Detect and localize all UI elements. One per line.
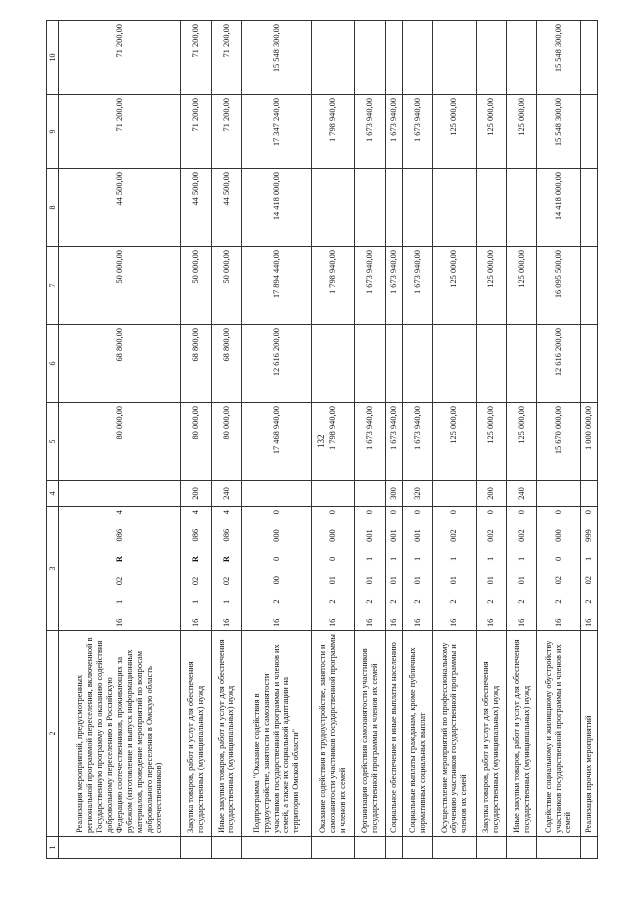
row-amount-cell: 44 500,00 [211,169,241,247]
code-part: 0 [412,510,422,515]
row-amount-cell [311,21,354,95]
code-part: 2 [388,599,398,604]
row-amount-cell [355,21,385,95]
row-amount-cell [402,21,432,95]
code-part: 001 [412,529,422,542]
row-amount-cell: 68 800,00 [211,325,241,403]
code-part: 0 [365,510,375,515]
row-amount-cell: 1 673 940,00 [355,95,385,169]
row-code-cell [242,507,312,631]
code-part: 0 [486,510,496,515]
row-code-cell [385,507,402,631]
row-amount-cell: 71 200,00 [59,95,181,169]
code-part: 16 [388,618,398,627]
budget-code [328,510,338,627]
col-header: 1 [47,837,59,859]
table-row [433,21,476,859]
code-part: 16 [365,618,375,627]
budget-code [272,510,282,627]
code-part: 1 [412,556,422,562]
budget-table-rotated [46,24,598,859]
row-code-cell [476,507,506,631]
code-part: 000 [328,529,338,542]
row-amount-cell: 15 670 000,00 [537,403,580,481]
row-index-cell [580,837,597,859]
row-amount-cell [402,169,432,247]
code-part: 02 [114,576,124,586]
row-name-cell: Подпрограмма "Оказание содействия в трудоустройстве, занятости и самозанятости участников государственной программы и членов их семей, а также их социальной адаптации на территории Омской области" [242,631,312,837]
code-part: 2 [412,599,422,604]
row-amount-cell [433,21,476,95]
row-vr-cell: 300 [385,481,402,507]
table-row [242,21,312,859]
row-amount-cell [311,325,354,403]
budget-code [486,510,496,627]
col-header: 8 [47,169,59,247]
row-amount-cell: 17 468 940,00 [242,403,312,481]
row-name-cell: Социальное обеспечение и иные выплаты населению [385,631,402,837]
table-row [385,21,402,859]
table-row [211,21,241,859]
row-amount-cell [580,169,597,247]
code-part: 002 [516,529,526,542]
row-index-cell [476,837,506,859]
code-part: 4 [221,510,231,515]
row-amount-cell [580,247,597,325]
code-part: 16 [328,618,338,627]
code-part: 0 [271,556,281,562]
code-part: 2 [328,599,338,604]
code-part: 2 [553,599,563,604]
row-amount-cell [580,325,597,403]
row-name-cell: Организация содействия самозанятости участников государственной программы и членов их семей [355,631,385,837]
row-amount-cell: 1 673 940,00 [402,403,432,481]
row-amount-cell: 68 800,00 [59,325,181,403]
col-header: 7 [47,247,59,325]
row-amount-cell: 1 673 940,00 [385,403,402,481]
table-row [476,21,506,859]
col-header: 2 [47,631,59,837]
code-part: 01 [486,576,496,585]
row-amount-cell [476,21,506,95]
code-part: R [191,556,201,563]
row-vr-cell [580,481,597,507]
row-name-cell: Иные закупки товаров, работ и услуг для обеспечения государственных (муниципальных) нужд [211,631,241,837]
code-part: 2 [583,599,593,604]
row-amount-cell: 1 673 940,00 [402,95,432,169]
code-part: 002 [486,529,496,542]
row-amount-cell: 15 548 300,00 [537,95,580,169]
code-part: 00 [271,576,281,585]
row-vr-cell: 320 [402,481,432,507]
row-amount-cell: 17 894 440,00 [242,247,312,325]
budget-code [389,510,399,627]
row-name-cell: Реализация мероприятий, предусмотренных региональной программой переселения, включенной в Государственную программу по оказанию содействия добровольному переселению в Российскую Федерацию соотечественников, проживающих за рубежом (изготовление и выпуск информационных материалов, проведение мероприятий по вопросам добровольного переселения в Омскую область соотечественников) [59,631,181,837]
row-amount-cell [506,169,536,247]
code-part: 16 [412,618,422,627]
row-name-cell: Осуществление мероприятий по профессиональному обучению участников государственной программы и членов их семей [433,631,476,837]
code-part: 2 [449,599,459,604]
row-code-cell [580,507,597,631]
budget-code [554,510,564,627]
code-part: 2 [486,599,496,604]
code-part: 002 [449,529,459,542]
row-name-cell: Закупка товаров, работ и услуг для обеспечения государственных (муниципальных) нужд [476,631,506,837]
row-amount-cell: 1 798 940,00 [311,403,354,481]
row-vr-cell [311,481,354,507]
row-amount-cell: 12 616 200,00 [537,325,580,403]
code-part: 4 [191,510,201,515]
row-amount-cell [433,325,476,403]
code-part: 16 [114,618,124,627]
code-part: 01 [365,576,375,585]
row-index-cell [311,837,354,859]
row-amount-cell: 44 500,00 [59,169,181,247]
row-name-cell: Оказание содействия в трудоустройстве, занятости и самозанятости участников государственной программы и членов их семей [311,631,354,837]
row-amount-cell [476,169,506,247]
row-code-cell [181,507,211,631]
row-amount-cell [506,21,536,95]
row-amount-cell: 71 200,00 [181,21,211,95]
code-part: 01 [449,576,459,585]
row-amount-cell: 125 000,00 [476,403,506,481]
row-vr-cell: 200 [181,481,211,507]
budget-code [449,510,459,627]
row-amount-cell: 50 000,00 [181,247,211,325]
row-amount-cell [402,325,432,403]
code-part: 001 [365,529,375,542]
row-vr-cell [537,481,580,507]
row-amount-cell [385,169,402,247]
row-amount-cell: 50 000,00 [211,247,241,325]
row-index-cell [537,837,580,859]
row-amount-cell: 1 673 940,00 [402,247,432,325]
budget-code [365,510,375,627]
row-code-cell [537,507,580,631]
budget-code [517,510,527,627]
row-vr-cell [242,481,312,507]
col-header: 5 [47,403,59,481]
table-row [580,21,597,859]
code-part: 01 [328,576,338,585]
row-amount-cell [355,325,385,403]
row-index-cell [211,837,241,859]
row-amount-cell: 68 800,00 [181,325,211,403]
row-amount-cell: 17 347 240,00 [242,95,312,169]
row-name-cell: Закупка товаров, работ и услуг для обеспечения государственных (муниципальных) нужд [181,631,211,837]
row-code-cell [59,507,181,631]
budget-table [46,20,598,859]
code-part: 0 [449,510,459,515]
row-amount-cell: 80 000,00 [211,403,241,481]
row-index-cell [242,837,312,859]
code-part: 0 [583,510,593,515]
code-part: 4 [114,510,124,515]
row-amount-cell: 125 000,00 [433,95,476,169]
table-row [402,21,432,859]
page-number: 132 [316,434,326,448]
row-code-cell [506,507,536,631]
code-part: 1 [449,556,459,562]
row-amount-cell [385,325,402,403]
row-amount-cell: 15 548 300,00 [242,21,312,95]
row-amount-cell: 125 000,00 [506,95,536,169]
row-index-cell [506,837,536,859]
row-index-cell [385,837,402,859]
row-amount-cell: 44 500,00 [181,169,211,247]
budget-code [222,510,232,627]
code-part: 01 [388,576,398,585]
code-part: 2 [271,599,281,604]
code-part: 16 [553,618,563,627]
code-part: 16 [449,618,459,627]
col-header: 9 [47,95,59,169]
row-vr-cell [59,481,181,507]
code-part: 1 [365,556,375,562]
code-part: 16 [486,618,496,627]
code-part: 086 [191,528,201,542]
row-amount-cell: 71 200,00 [59,21,181,95]
row-amount-cell: 14 418 000,00 [242,169,312,247]
code-part: 086 [221,528,231,542]
row-amount-cell [476,325,506,403]
row-amount-cell: 1 673 940,00 [355,247,385,325]
row-name-cell: Социальные выплаты гражданам, кроме публичных нормативных социальных выплат [402,631,432,837]
row-amount-cell: 80 000,00 [181,403,211,481]
budget-code [413,510,423,627]
row-amount-cell: 71 200,00 [211,95,241,169]
row-vr-cell: 200 [476,481,506,507]
row-vr-cell [433,481,476,507]
row-amount-cell: 12 616 200,00 [242,325,312,403]
row-index-cell [433,837,476,859]
row-amount-cell [385,21,402,95]
code-part: 0 [388,510,398,515]
budget-code [584,510,594,627]
row-amount-cell [580,95,597,169]
code-part: 0 [271,510,281,515]
row-amount-cell: 125 000,00 [433,403,476,481]
row-name-cell: Иные закупки товаров, работ и услуг для обеспечения государственных (муниципальных) нужд [506,631,536,837]
row-index-cell [59,837,181,859]
code-part: 02 [191,576,201,586]
row-code-cell [355,507,385,631]
code-part: 000 [553,529,563,542]
row-amount-cell: 125 000,00 [476,95,506,169]
row-amount-cell: 71 200,00 [181,95,211,169]
row-amount-cell: 125 000,00 [433,247,476,325]
budget-code [115,510,125,627]
col-header: 6 [47,325,59,403]
row-code-cell [211,507,241,631]
row-amount-cell: 125 000,00 [506,247,536,325]
row-amount-cell: 1 798 940,00 [311,247,354,325]
code-part: 0 [553,510,563,515]
code-part: 01 [516,576,526,585]
row-amount-cell: 80 000,00 [59,403,181,481]
table-row [311,21,354,859]
column-number-row [47,21,59,859]
row-amount-cell: 1 673 940,00 [385,247,402,325]
row-amount-cell: 71 200,00 [211,21,241,95]
code-part: 086 [114,528,124,542]
table-row [59,21,181,859]
row-amount-cell: 14 418 000,00 [537,169,580,247]
row-amount-cell [506,325,536,403]
row-amount-cell [355,169,385,247]
code-part: R [221,556,231,563]
code-part: R [114,556,124,563]
row-amount-cell: 1 673 940,00 [385,95,402,169]
code-part: 000 [271,529,281,542]
row-amount-cell: 16 095 500,00 [537,247,580,325]
row-index-cell [181,837,211,859]
row-index-cell [402,837,432,859]
col-header: 10 [47,21,59,95]
code-part: 02 [583,576,593,585]
code-part: 1 [388,556,398,562]
table-row [181,21,211,859]
row-index-cell [355,837,385,859]
code-part: 2 [516,599,526,604]
code-part: 1 [486,556,496,562]
row-code-cell [402,507,432,631]
table-row [355,21,385,859]
code-part: 1 [191,599,201,604]
code-part: 16 [583,618,593,627]
code-part: 0 [553,556,563,562]
row-code-cell [433,507,476,631]
col-header: 3 [47,507,59,631]
row-name-cell: Содействие социальному и жилищному обустройству участников государственной программы и членов их семей [537,631,580,837]
code-part: 1 [221,599,231,604]
code-part: 1 [114,599,124,604]
row-amount-cell: 1 673 940,00 [355,403,385,481]
code-part: 999 [583,529,593,542]
row-amount-cell: 125 000,00 [506,403,536,481]
budget-code [191,510,201,627]
table-row [506,21,536,859]
row-name-cell: Реализация прочих мероприятий [580,631,597,837]
col-header: 4 [47,481,59,507]
row-amount-cell [580,21,597,95]
code-part: 16 [516,618,526,627]
code-part: 0 [328,556,338,562]
row-amount-cell: 50 000,00 [59,247,181,325]
code-part: 0 [328,510,338,515]
row-vr-cell: 240 [506,481,536,507]
code-part: 2 [365,599,375,604]
row-vr-cell: 240 [211,481,241,507]
code-part: 02 [553,576,563,585]
row-amount-cell [433,169,476,247]
code-part: 1 [516,556,526,562]
code-part: 02 [221,576,231,586]
row-amount-cell: 15 548 300,00 [537,21,580,95]
code-part: 001 [388,529,398,542]
code-part: 0 [516,510,526,515]
row-amount-cell [311,169,354,247]
row-code-cell [311,507,354,631]
row-amount-cell: 1 798 940,00 [311,95,354,169]
row-amount-cell: 125 000,00 [476,247,506,325]
row-vr-cell [355,481,385,507]
table-row [537,21,580,859]
code-part: 16 [191,618,201,627]
code-part: 01 [412,576,422,585]
code-part: 16 [221,618,231,627]
code-part: 16 [271,618,281,627]
row-amount-cell: 1 000 000,00 [580,403,597,481]
code-part: 1 [583,556,593,562]
